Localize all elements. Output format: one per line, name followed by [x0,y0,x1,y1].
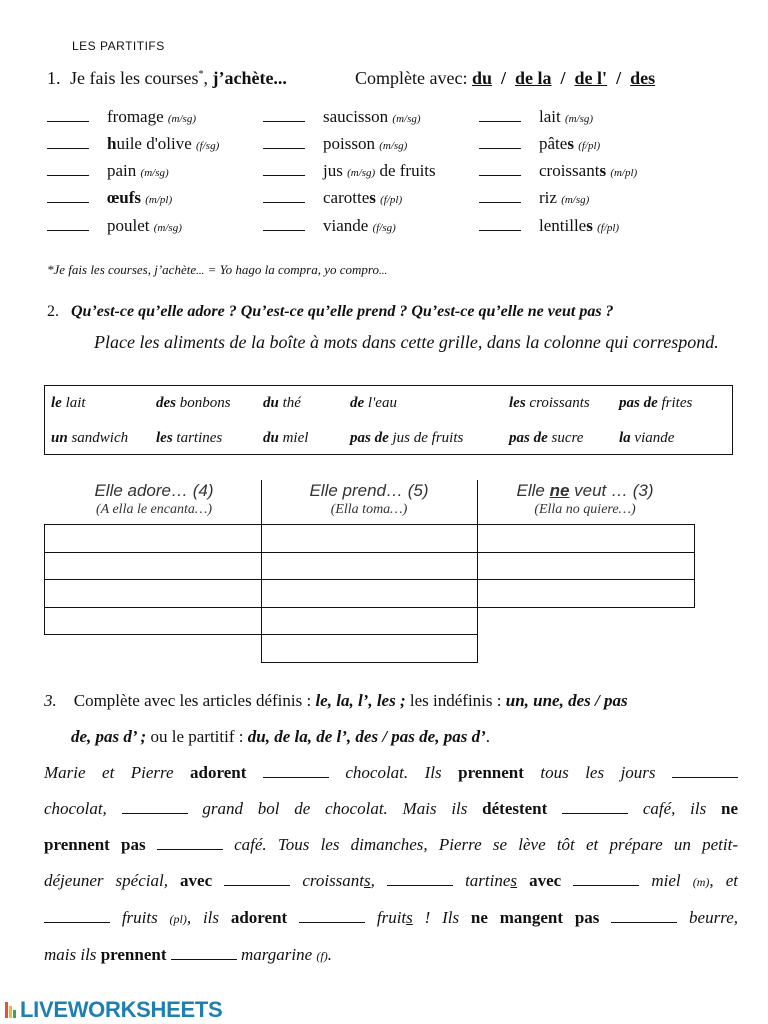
vocab-word-bold: s [599,161,607,180]
answer-cell[interactable] [261,579,478,608]
column-divider [261,480,262,524]
exercise-1-number: 1. [47,68,61,88]
verb-adorent: adorent [230,908,288,927]
word-article: pas de [350,430,389,446]
text: , [370,871,387,890]
verb-prennent: prennent [458,763,524,782]
answer-blank[interactable] [44,907,110,923]
word-box-item[interactable] [350,430,463,447]
text: grand bol de chocolat. Mais ils [187,799,483,818]
text: café. Tous les dimanches, Pierre se lève tôt et prépare un petit- [222,835,738,854]
answer-blank[interactable] [562,798,628,814]
article-blank[interactable] [263,190,305,203]
vocab-word: pain [107,161,137,180]
article-des: des [630,68,656,88]
vocab-word: pâte [539,134,568,153]
gender-number-note: (m/sg) [561,194,590,206]
verb-ne-mangent-pas: ne mangent pas [470,908,600,927]
article-blank[interactable] [47,109,89,122]
text: fruit [365,908,407,927]
gender-number-note: (f/sg) [196,140,220,152]
vocab-item [47,216,182,236]
footnote-text-b: = Yo hago la compra, yo compro [204,262,379,277]
exercise-3-number: 3. [44,691,57,710]
text: , et [709,871,739,890]
vocab-item [263,107,421,127]
column-title-part: ne [549,481,570,500]
word-box-item[interactable] [619,430,674,447]
vocab-word: jus [323,161,343,180]
exercise-1-heading-bold: j’achète... [212,68,287,88]
verb-detestent: détestent [482,799,548,818]
word-box-item[interactable] [263,395,301,412]
text-line-4 [44,863,738,900]
gender-number-note: (m/sg) [379,140,408,152]
column-title-part: … [171,481,193,500]
vocab-item [47,134,219,154]
text: beurre, [677,908,738,927]
text-line-6 [44,937,738,974]
word-box-item[interactable] [51,430,128,447]
vocab-item [47,161,169,181]
answer-blank[interactable] [122,798,188,814]
column-title [44,481,264,501]
liveworksheets-logo-icon [4,1000,18,1020]
footnote [47,262,387,278]
text: tous les jours [523,763,672,782]
answer-cell[interactable] [261,607,478,636]
article-de-l: de l' [574,68,608,88]
gender-number-note: (m/pl) [145,194,173,206]
column-title [475,481,695,501]
word-article: pas de [509,430,548,446]
item-count: (3) [632,481,654,500]
plural-s: s [364,871,371,890]
vocab-word: lait [539,107,561,126]
word-noun: sandwich [67,430,129,446]
separator: / [501,68,507,88]
text: chocolat, [44,799,122,818]
gender-number-note: (m/sg) [564,113,594,125]
text: chocolat. Ils [328,763,459,782]
footnote-marker: * [198,69,204,80]
answer-cell[interactable] [261,524,478,553]
liveworksheets-logo[interactable] [4,997,222,1023]
word-noun: jus de fruits [388,430,464,446]
item-count: (4) [192,481,214,500]
text-line-3 [44,827,738,863]
word-noun: frites [657,395,693,411]
vocab-word: fromage [107,107,164,126]
vocab-word-bold: s [567,134,574,153]
word-article: le [51,395,62,411]
gender-note: (f) [316,949,328,963]
separator: / [560,68,566,88]
text: café, ils [628,799,721,818]
gender-number-note: (m/sg) [140,167,169,179]
vocab-word: riz [539,188,557,207]
answer-blank[interactable] [263,762,329,778]
text: . [327,945,332,964]
vocab-item [263,134,407,154]
word-box-item[interactable] [350,395,397,412]
vocab-word-bold: s [586,216,593,235]
worksheet-title: LES PARTITIFS [72,39,165,53]
article-du: du [471,68,492,88]
article-blank[interactable] [47,190,89,203]
answer-blank[interactable] [672,762,738,778]
vocab-item [263,216,396,236]
answer-blank[interactable] [387,870,453,886]
exercise-2-instruction: Place les aliments de la boîte à mots dans cette grille, dans la colonne qui correspond. [94,332,719,352]
column-heading [44,481,264,518]
indefinite-articles: un, une, des / pas [505,691,628,710]
word-article: un [51,430,68,446]
article-blank[interactable] [479,163,521,176]
word-article: du [263,430,279,446]
text: mais ils [44,945,101,964]
vocab-word-bold: s [369,188,376,207]
article-blank[interactable] [479,109,521,122]
article-blank[interactable] [263,163,305,176]
article-blank[interactable] [479,218,521,231]
vocab-word: carotte [323,188,370,207]
gender-note: (pl) [169,912,187,926]
column-title-part: Elle prend [309,481,387,500]
word-box-item[interactable] [263,430,308,447]
verb-adorent: adorent [190,763,247,782]
answer-cell[interactable] [477,579,695,608]
article-blank[interactable] [47,218,89,231]
verb-prennent: prennent [100,945,167,964]
text: ! Ils [412,908,471,927]
word-noun: sucre [547,430,584,446]
word-box-item[interactable] [156,430,222,447]
word-box-item[interactable] [51,395,86,412]
item-count: (5) [407,481,429,500]
answer-cell[interactable] [261,634,478,663]
vocab-word: poisson [323,134,375,153]
definite-articles: le, la, l’, les ; [315,691,406,710]
vocab-word: poulet [107,216,150,235]
answer-blank[interactable] [171,944,237,960]
article-blank[interactable] [263,109,305,122]
exercise-2-number: 2. [47,303,59,320]
column-title-part: … [386,481,408,500]
answer-cell[interactable] [44,524,262,553]
text: miel [639,871,693,890]
vocab-word: viande [323,216,369,235]
exercise-3-intro-line-2 [44,719,738,755]
vocab-item [263,161,436,181]
answer-cell[interactable] [477,552,695,581]
text: déjeuner spécial, [44,871,181,890]
answer-cell[interactable] [44,579,262,608]
answer-blank[interactable] [157,834,223,850]
article-blank[interactable] [479,136,521,149]
plural-s: s [406,908,413,927]
vocab-item [479,161,637,181]
footnote-text-a: *Je fais les courses, j’achète [47,262,197,277]
exercise-1-heading-text: Je fais les courses [70,68,199,88]
gender-number-note: (f/sg) [372,222,396,234]
vocab-word: croissant [539,161,600,180]
word-article: du [263,395,279,411]
column-title-part: Elle adore [94,481,172,500]
vocab-item [479,216,619,236]
column-title [259,481,479,501]
answer-cell[interactable] [477,524,695,553]
text: , ils [186,908,231,927]
word-noun: tartines [172,430,223,446]
logo-text: LIVEWORKSHEETS [20,997,223,1022]
answer-cell[interactable] [44,607,262,636]
column-title-part: veut [569,481,607,500]
column-heading [475,481,695,518]
word-noun: lait [61,395,86,411]
word-article: la [619,430,631,446]
vocab-word: de fruits [379,161,436,180]
column-translation: (Ella no quiere…) [534,502,636,517]
verb-prennent-pas: prennent pas [44,835,146,854]
exercise-2-question [47,303,614,321]
word-article: les [509,395,526,411]
exercise-2-question-text: Qu’est-ce qu’elle adore ? Qu’est-ce qu’elle prend ? Qu’est-ce qu’elle ne veut pas ? [71,303,614,320]
word-noun: l'eau [364,395,397,411]
gender-number-note: (m/sg) [347,167,376,179]
complete-label: Complète avec: [355,68,472,88]
word-noun: viande [630,430,675,446]
word-noun: croissants [525,395,590,411]
article-blank[interactable] [47,163,89,176]
article-blank[interactable] [47,136,89,149]
plural-s: s [510,871,518,890]
word-box-item[interactable] [509,430,583,447]
word-noun: thé [278,395,301,411]
text-line-5 [44,900,738,937]
article-de-la: de la [515,68,552,88]
partitive-articles: du, de la, de l’, des / pas de, pas d’ [247,727,486,746]
word-avec: avec [180,871,213,890]
article-blank[interactable] [479,190,521,203]
word-article: pas de [619,395,658,411]
intro-period: . [485,727,490,746]
word-box-item[interactable] [619,395,692,412]
vocab-item [263,188,402,208]
vocab-word-bold: œufs [107,188,142,207]
text: margarine [236,945,317,964]
gender-number-note: (m/sg) [167,113,196,125]
article-blank[interactable] [263,218,305,231]
intro-text: les indéfinis : [405,691,506,710]
footnote-ellipsis: ... [196,265,205,277]
word-avec: avec [517,871,562,890]
column-divider [477,480,478,524]
footnote-ellipsis: ... [379,265,388,277]
vocab-item [47,107,196,127]
word-noun: miel [278,430,309,446]
answer-cell[interactable] [261,552,478,581]
column-heading [259,481,479,518]
answer-blank[interactable] [611,907,677,923]
column-title-part: Elle [516,481,550,500]
gender-number-note: (f/pl) [597,222,620,234]
word-article: de [350,395,365,411]
vocab-word: saucisson [323,107,389,126]
intro-text: ou le partitif : [146,727,248,746]
vocab-item [479,188,589,208]
gender-number-note: (m/pl) [610,167,638,179]
column-translation: (A ella le encanta…) [96,502,212,517]
exercise-1-heading [47,68,656,89]
word-article: des [156,395,176,411]
answer-cell[interactable] [44,552,262,581]
word-box [44,385,733,455]
negation-ne: ne [721,799,738,818]
word-noun: bonbons [176,395,231,411]
word-article: les [156,430,173,446]
text-line-1 [44,755,738,791]
word-box-item[interactable] [156,395,231,412]
complete-with-articles [355,68,655,89]
exercise-1-heading-comma: , [203,68,213,88]
exercise-3-intro-line-1 [44,683,738,719]
text: Marie et Pierre [44,763,191,782]
gender-number-note: (m/sg) [392,113,421,125]
exercise-3 [44,683,738,974]
text: tartine [453,871,511,890]
vocab-item [479,107,593,127]
text: fruits [110,908,170,927]
indefinite-articles-cont: de, pas d’ ; [71,727,147,746]
vocab-word: uile d'olive [116,134,192,153]
vocab-word-bold: h [107,134,117,153]
column-translation: (Ella toma…) [330,502,408,517]
text-line-2 [44,791,738,827]
text: croissant [290,871,365,890]
vocab-item [479,134,600,154]
gender-note: (m) [692,875,710,889]
separator: / [616,68,622,88]
answer-blank[interactable] [299,907,365,923]
gender-number-note: (m/sg) [153,222,182,234]
answer-blank[interactable] [224,870,290,886]
gender-number-note: (f/pl) [380,194,403,206]
intro-text: Complète avec les articles définis : [73,691,316,710]
answer-blank[interactable] [573,870,639,886]
word-box-item[interactable] [509,395,590,412]
vocab-item [47,188,172,208]
column-title-part: … [606,481,633,500]
gender-number-note: (f/pl) [578,140,601,152]
article-blank[interactable] [263,136,305,149]
vocab-word: lentille [539,216,587,235]
